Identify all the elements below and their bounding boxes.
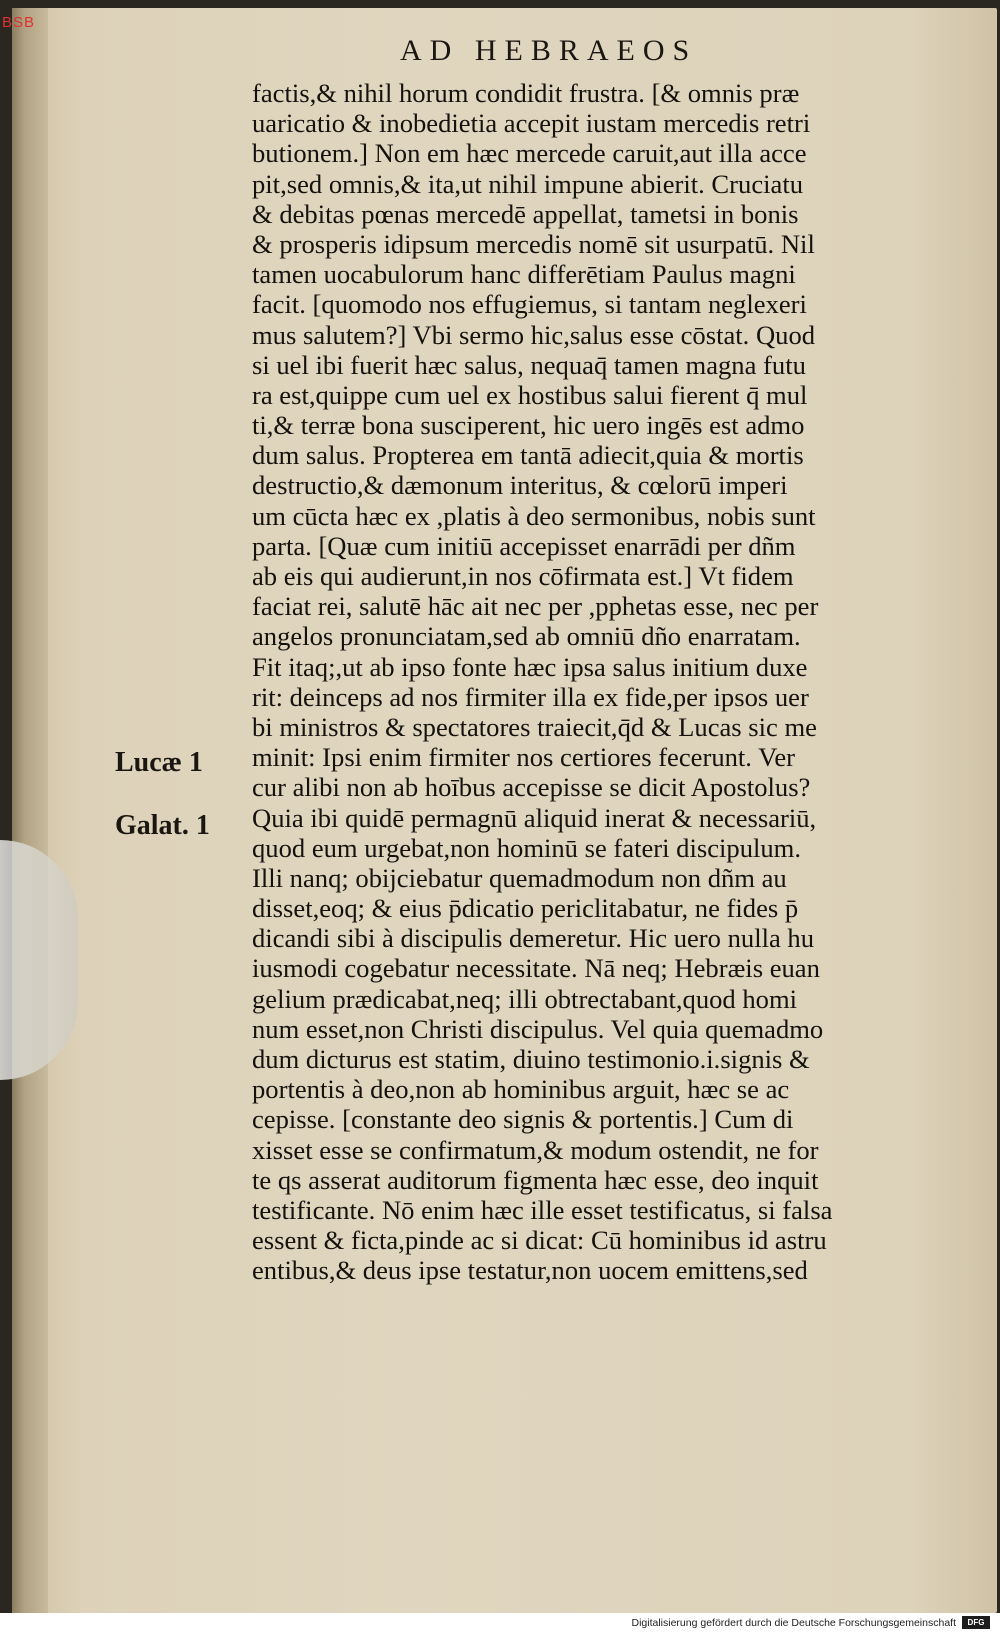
text-line: essent & ficta,pinde ac si dicat: Cū hominibus id astru <box>252 1225 827 1256</box>
text-line: butionem.] Non em hæc mercede caruit,aut illa acce <box>252 138 807 169</box>
body-text <box>252 78 952 1286</box>
text-line: si uel ibi fuerit hæc salus, nequaq̄ tamen magna futu <box>252 349 806 380</box>
text-line: Quia ibi quidē permagnū aliquid inerat & necessariū, <box>252 802 817 833</box>
text-line: ra est,quippe cum uel ex hostibus salui fierent q̄ mul <box>252 379 808 410</box>
text-line: Fit itaq;,ut ab ipso fonte hæc ipsa salus initium duxe <box>252 651 808 682</box>
text-line: cepisse. [constante deo signis & portentis.] Cum di <box>252 1104 794 1135</box>
text-line: quod eum urgebat,non hominū se fateri discipulum. <box>252 832 802 863</box>
margin-note-galat: Galat. 1 <box>115 810 210 841</box>
text-line: destructio,& dæmonum interitus, & cœlorū imperi <box>252 470 788 501</box>
text-line: ab eis qui audierunt,in nos cōfirmata est.] Vt fidem <box>252 561 794 591</box>
text-line: rit: deinceps ad nos firmiter illa ex fide,per ipsos uer <box>252 681 809 712</box>
text-line: dum dicturus est statim, diuino testimonio.i.signis & <box>252 1044 810 1074</box>
text-line: faciat rei, salutē hāc ait nec per ,pphetas esse, nec per <box>252 591 819 622</box>
text-line: angelos pronunciatam,sed ab omniū dño enarratam. <box>252 621 801 652</box>
text-line: entibus,& deus ipse testatur,non uocem emittens,sed <box>252 1255 808 1286</box>
text-line: um cūcta hæc ex ,platis à deo sermonibus, nobis sunt <box>252 500 816 531</box>
text-line: facit. [quomodo nos effugiemus, si tantam neglexeri <box>252 289 807 320</box>
text-line: dum salus. Propterea em tantā adiecit,quia & mortis <box>252 440 804 471</box>
text-line: iusmodi cogebatur necessitate. Nā neq; Hebræis euan <box>252 953 820 984</box>
book-gutter <box>12 8 48 1613</box>
text-line: testificante. Nō enim hæc ille esset testificatus, si falsa <box>252 1194 833 1225</box>
text-line: xisset esse se confirmatum,& modum ostendit, ne for <box>252 1134 819 1165</box>
text-line: & prosperis idipsum mercedis nomē sit usurpatū. Nil <box>252 228 815 259</box>
text-line: mus salutem?] Vbi sermo hic,salus esse cōstat. Quod <box>252 319 816 350</box>
funding-note: Digitalisierung gefördert durch die Deutsche Forschungsgemeinschaft <box>631 1617 956 1629</box>
text-line: minit: Ipsi enim firmiter nos certiores fecerunt. Ver <box>252 742 796 773</box>
text-line: num esset,non Christi discipulus. Vel quia quemadmo <box>252 1013 824 1044</box>
text-line: portentis à deo,non ab hominibus arguit, hæc se ac <box>252 1074 790 1105</box>
text-line: cur alibi non ab hoībus accepisse se dicit Apostolus? <box>252 772 811 803</box>
text-line: tamen uocabulorum hanc differētiam Paulus magni <box>252 259 796 290</box>
text-line: uaricatio & inobedietia accepit iustam mercedis retri <box>252 108 811 139</box>
text-line: dicandi sibi à discipulis demeretur. Hic uero nulla hu <box>252 923 815 954</box>
library-mark: BSB <box>2 14 36 31</box>
text-line: pit,sed omnis,& ita,ut nihil impune abierit. Cruciatu <box>252 168 804 199</box>
text-line: te qs asserat auditorum figmenta hæc esse, deo inquit <box>252 1164 819 1195</box>
dfg-logo: DFG <box>962 1616 990 1629</box>
text-line: & debitas pœnas mercedē appellat, tametsi in bonis <box>252 198 799 229</box>
text-line: factis,& nihil horum condidit frustra. [& omnis præ <box>252 78 800 108</box>
text-line: Illi nanq; obijciebatur quemadmodum non dñm au <box>252 862 787 893</box>
margin-note-lucae: Lucæ 1 <box>115 747 203 778</box>
text-line: disset,eoq; & eius p̄dicatio periclitabatur, ne fides p̄ <box>252 893 799 924</box>
text-line: bi ministros & spectatores traiecit,q̄d & Lucas sic me <box>252 711 817 742</box>
text-line: parta. [Quæ cum initiū accepisset enarrādi per dñm <box>252 530 796 561</box>
text-line: ti,& terræ bona susciperent, hic uero ingēs est admo <box>252 410 805 441</box>
text-line: gelium prædicabat,neq; illi obtrectabant,quod homi <box>252 983 798 1014</box>
running-head: AD HEBRAEOS <box>400 34 698 67</box>
